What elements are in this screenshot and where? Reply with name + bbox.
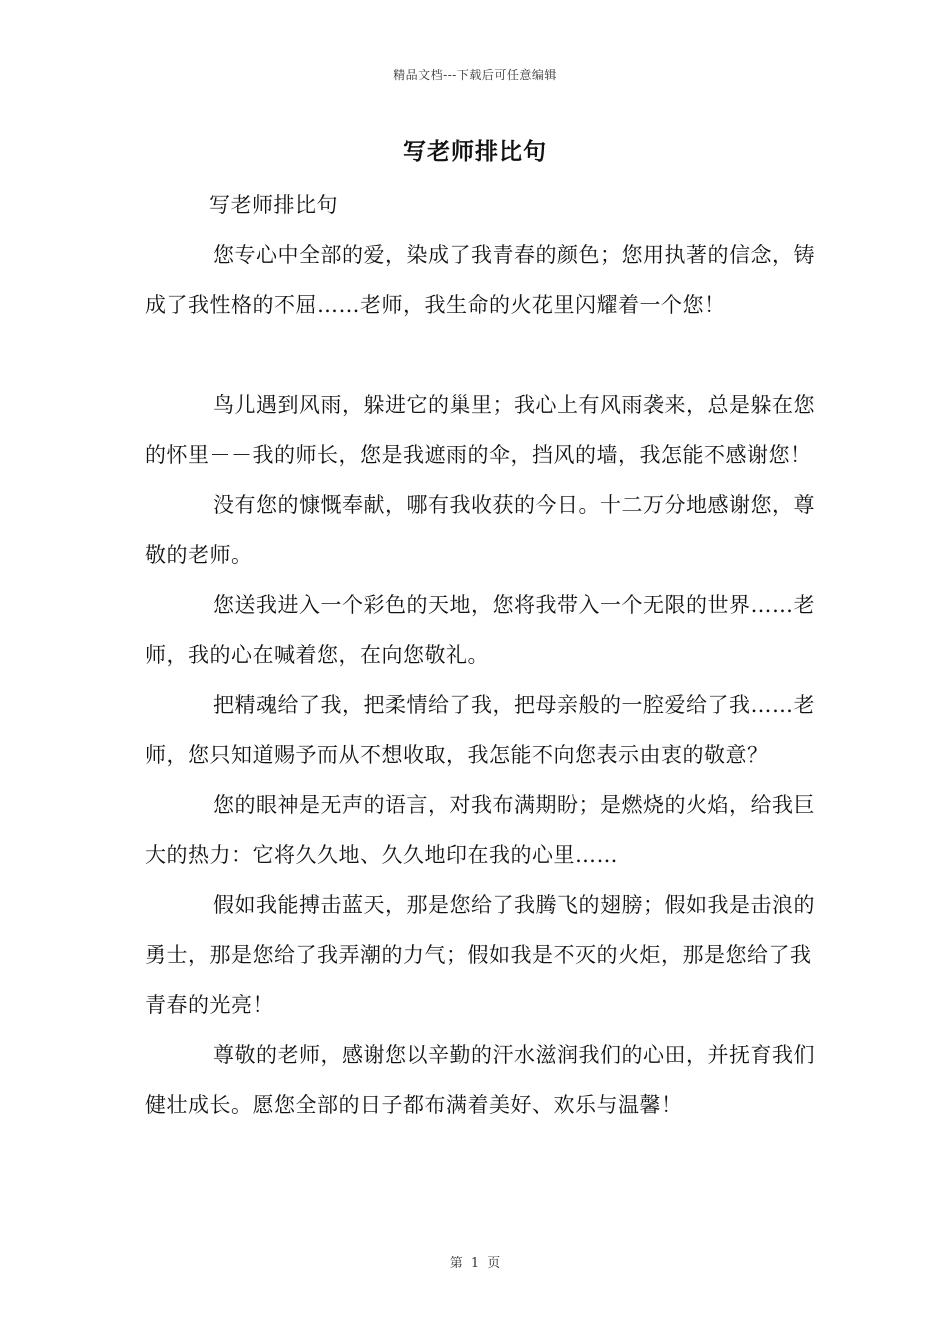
- body-paragraph: 假如我能搏击蓝天，那是您给了我腾飞的翅膀；假如我是击浪的勇士，那是您给了我弄潮的力气；假如我是不灭的火炬，那是您给了我青春的光亮！: [145, 893, 815, 1017]
- body-paragraph: 您送我进入一个彩色的天地，您将我带入一个无限的世界……老师，我的心在喊着您，在向您敬礼。: [145, 593, 815, 667]
- body-paragraph: 您的眼神是无声的语言，对我布满期盼；是燃烧的火焰，给我巨大的热力：它将久久地、久久地印在我的心里……: [145, 793, 815, 867]
- page-number: 第 1 页: [449, 1256, 501, 1271]
- subtitle-paragraph: 写老师排比句: [209, 193, 338, 217]
- document-body: [145, 180, 815, 1130]
- body-paragraph: 把精魂给了我，把柔情给了我，把母亲般的一腔爱给了我……老师，您只知道赐予而从不想收取，我怎能不向您表示由衷的敬意？: [145, 693, 815, 767]
- body-paragraph: 没有您的慷慨奉献，哪有我收获的今日。十二万分地感谢您，尊敬的老师。: [145, 493, 815, 567]
- body-paragraph: 鸟儿遇到风雨，躲进它的巢里；我心上有风雨袭来，总是躲在您的怀里－－我的师长，您是我遮雨的伞，挡风的墙，我怎能不感谢您！: [145, 393, 815, 467]
- body-paragraph: 尊敬的老师，感谢您以辛勤的汗水滋润我们的心田，并抚育我们健壮成长。愿您全部的日子都布满着美好、欢乐与温馨！: [145, 1043, 815, 1117]
- body-paragraph: 您专心中全部的爱，染成了我青春的颜色；您用执著的信念，铸成了我性格的不屈……老师，我生命的火花里闪耀着一个您！: [145, 243, 815, 317]
- header-note: 精品文档---下载后可任意编辑: [393, 68, 557, 82]
- document-title: 写老师排比句: [403, 138, 547, 165]
- blank-line: [145, 330, 815, 380]
